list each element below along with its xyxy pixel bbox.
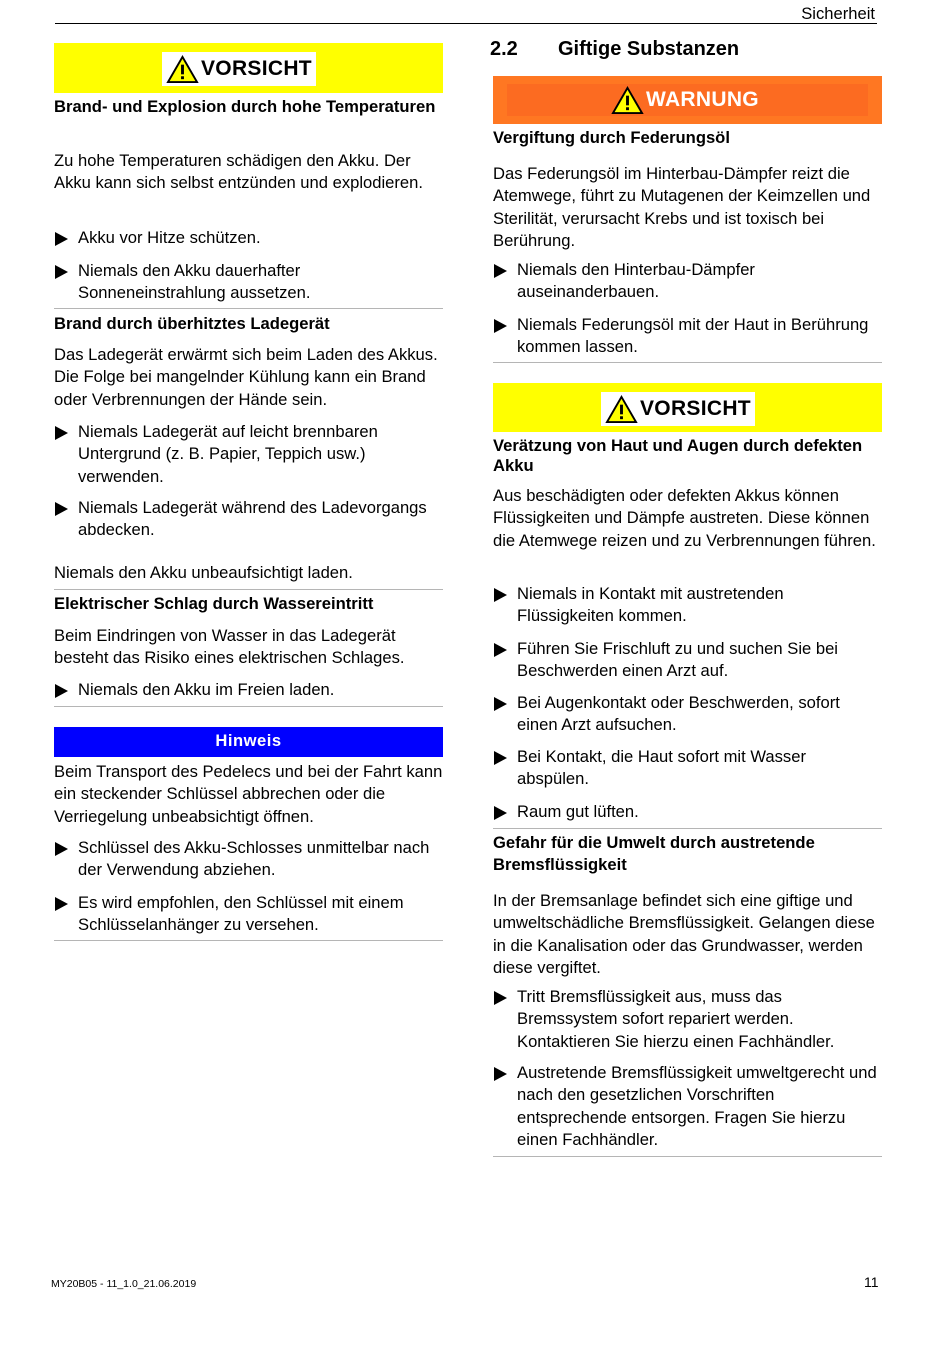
hazard-text: Das Ladegerät erwärmt sich beim Laden des Akkus. Die Folge bei mangelnder Kühlung kann ein Brand oder Verbrennungen der Hände sein. — [54, 345, 438, 409]
section-divider — [493, 1156, 882, 1157]
hazard-title: Elektrischer Schlag durch Wassereintritt — [54, 594, 374, 613]
hazard-title: Verätzung von Haut und Augen durch defekten Akku — [493, 436, 863, 475]
bullet-triangle-icon — [494, 697, 507, 711]
caution-label-box — [601, 392, 755, 426]
bullet-triangle-icon — [55, 842, 68, 856]
warning-label-box — [607, 84, 763, 116]
header-divider — [55, 23, 877, 24]
bullet-triangle-icon — [55, 232, 68, 246]
section-divider — [54, 308, 443, 309]
list-item: Schlüssel des Akku-Schlosses unmittelbar nach der Verwendung abziehen. — [54, 837, 443, 882]
hazard-text: Zu hohe Temperaturen schädigen den Akku. Der Akku kann sich selbst entzünden und explodieren. — [54, 151, 423, 193]
hazard-title: Brand- und Explosion durch hohe Temperaturen — [54, 97, 436, 116]
warning-label: WARNUNG — [646, 87, 759, 111]
list-item: Niemals den Akku im Freien laden. — [54, 679, 443, 701]
bullet-triangle-icon — [55, 502, 68, 516]
section-divider — [54, 940, 443, 941]
bullet-triangle-icon — [494, 1067, 507, 1081]
footer-doc-id: MY20B05 - 11_1.0_21.06.2019 — [51, 1278, 197, 1290]
notice-banner: Hinweis — [54, 727, 443, 757]
bullet-triangle-icon — [494, 806, 507, 820]
list-item: Niemals in Kontakt mit austretenden Flüssigkeiten kommen. — [493, 583, 882, 628]
bullet-triangle-icon — [494, 991, 507, 1005]
bullet-triangle-icon — [55, 897, 68, 911]
section-divider — [54, 589, 443, 590]
warning-triangle-icon — [605, 395, 638, 424]
caution-banner — [493, 383, 882, 432]
hazard-text: Das Federungsöl im Hinterbau-Dämpfer reizt die Atemwege, führt zu Mutagenen der Keimzellen und Sterilität, verursacht Krebs und ist toxisch bei Berührung. — [493, 164, 871, 251]
notice-text: Beim Transport des Pedelecs und bei der Fahrt kann ein steckender Schlüssel abbrechen oder die Verriegelung unbeabsichtigt öffnen. — [54, 762, 443, 826]
warning-triangle-icon — [166, 55, 199, 84]
hazard-text: Aus beschädigten oder defekten Akkus können Flüssigkeiten und Dämpfe austreten. Diese können die Atemwege reizen und zu Verbrennungen führen. — [493, 486, 876, 550]
section-divider — [493, 828, 882, 829]
list-item: Tritt Bremsflüssigkeit aus, muss das Bremssystem sofort repariert werden. Kontaktieren Sie hierzu einen Fachhändler. — [493, 986, 882, 1053]
list-item: Niemals Ladegerät während des Ladevorgangs abdecken. — [54, 497, 443, 542]
list-item: Es wird empfohlen, den Schlüssel mit einem Schlüsselanhänger zu versehen. — [54, 892, 443, 937]
header-section-title: Sicherheit — [801, 4, 875, 23]
caution-label-box — [162, 52, 316, 86]
bullet-triangle-icon — [494, 588, 507, 602]
section-divider — [54, 706, 443, 707]
list-item: Bei Kontakt, die Haut sofort mit Wasser abspülen. — [493, 746, 882, 791]
page-number: 11 — [864, 1274, 879, 1290]
hazard-text: Beim Eindringen von Wasser in das Ladegerät besteht das Risiko eines elektrischen Schlages. — [54, 626, 405, 668]
warning-triangle-icon — [611, 86, 644, 115]
section-number: 2.2 — [490, 38, 518, 60]
warning-banner — [493, 76, 882, 124]
bullet-triangle-icon — [494, 264, 507, 278]
list-item: Führen Sie Frischluft zu und suchen Sie bei Beschwerden einen Arzt auf. — [493, 638, 882, 683]
list-item: Akku vor Hitze schützen. — [54, 227, 443, 249]
caution-banner — [54, 43, 443, 93]
bullet-triangle-icon — [55, 684, 68, 698]
list-item: Austretende Bremsflüssigkeit umweltgerecht und nach den gesetzlichen Vorschriften entsprechende entsorgen. Fragen Sie hierzu einen Fachhändler. — [493, 1062, 882, 1152]
list-item: Niemals den Akku dauerhafter Sonneneinstrahlung aussetzen. — [54, 260, 443, 305]
hazard-title: Brand durch überhitztes Ladegerät — [54, 314, 330, 333]
list-item: Raum gut lüften. — [493, 801, 882, 823]
caution-label: VORSICHT — [201, 56, 312, 80]
bullet-triangle-icon — [55, 426, 68, 440]
hazard-text: In der Bremsanlage befindet sich eine giftige und umweltschädliche Bremsflüssigkeit. Gelangen diese in die Kanalisation oder das Grundwasser, werden diese vergiftet. — [493, 891, 875, 978]
list-item: Niemals Ladegerät auf leicht brennbaren Untergrund (z. B. Papier, Teppich usw.) verwenden. — [54, 421, 443, 488]
list-item: Niemals Federungsöl mit der Haut in Berührung kommen lassen. — [493, 314, 882, 359]
list-item: Niemals den Hinterbau-Dämpfer auseinanderbauen. — [493, 259, 882, 304]
bullet-triangle-icon — [494, 319, 507, 333]
caution-label: VORSICHT — [640, 396, 751, 420]
hazard-title: Vergiftung durch Federungsöl — [493, 128, 730, 147]
section-divider — [493, 362, 882, 363]
section-title: Giftige Substanzen — [558, 38, 740, 60]
bullet-triangle-icon — [494, 751, 507, 765]
bullet-triangle-icon — [55, 265, 68, 279]
hazard-note: Niemals den Akku unbeaufsichtigt laden. — [54, 563, 353, 582]
bullet-triangle-icon — [494, 643, 507, 657]
list-item: Bei Augenkontakt oder Beschwerden, sofort einen Arzt aufsuchen. — [493, 692, 882, 737]
hazard-title: Gefahr für die Umwelt durch austretende Bremsflüssigkeit — [493, 833, 815, 875]
